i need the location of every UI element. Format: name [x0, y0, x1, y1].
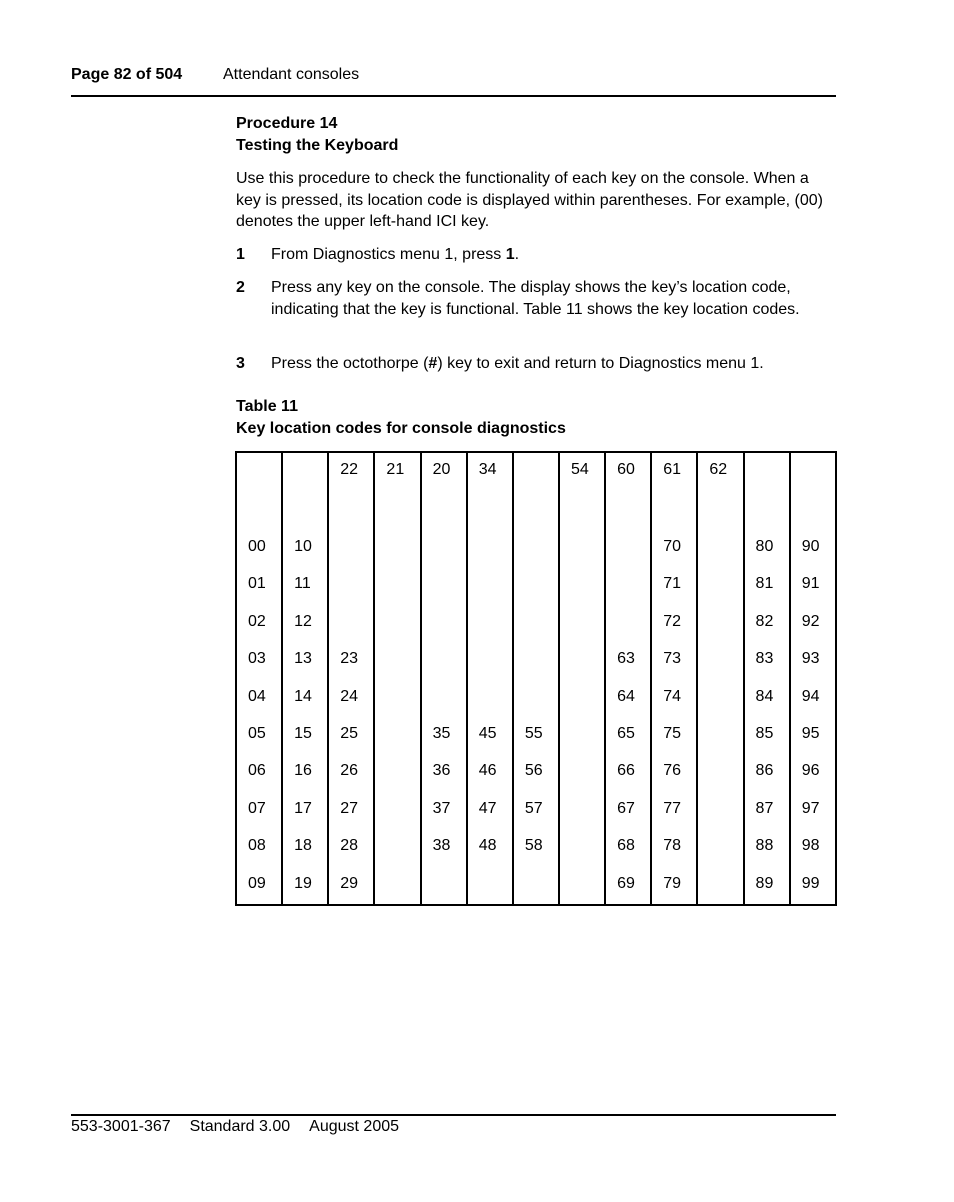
key-code-cell: [605, 530, 651, 567]
footer-rule: [71, 1114, 836, 1116]
key-code-cell: 11: [282, 567, 328, 604]
key-code-cell: 92: [790, 605, 836, 642]
table-row: [236, 567, 836, 604]
table-row: [236, 792, 836, 829]
key-code-cell: [559, 605, 605, 642]
procedure-number: Procedure 14: [236, 115, 338, 132]
key-code-cell: 98: [790, 829, 836, 866]
key-code-cell: [421, 680, 467, 717]
key-code-cell: 09: [236, 867, 282, 905]
key-code-cell: 90: [790, 530, 836, 567]
section-title: Attendant consoles: [223, 66, 360, 83]
key-code-cell: 24: [328, 680, 374, 717]
key-code-cell: 88: [744, 829, 790, 866]
key-code-cell: 25: [328, 717, 374, 754]
table-row: [236, 605, 836, 642]
table-title: Key location codes for console diagnostics: [236, 419, 566, 437]
doc-number: 553-3001-367: [71, 1118, 171, 1135]
key-code-cell: [790, 452, 836, 530]
table-row: [236, 717, 836, 754]
key-code-cell: [374, 829, 420, 866]
key-code-cell: [697, 642, 743, 679]
key-code-cell: [374, 530, 420, 567]
key-code-cell: 20: [421, 452, 467, 530]
key-code-cell: [559, 829, 605, 866]
key-code-cell: [559, 792, 605, 829]
key-code-cell: [559, 567, 605, 604]
step-text: Press the octothorpe (#) key to exit and return to Diagnostics menu 1.: [271, 355, 764, 372]
key-code-cell: 71: [651, 567, 697, 604]
key-code-cell: 91: [790, 567, 836, 604]
key-code-cell: 78: [651, 829, 697, 866]
key-code-cell: [421, 642, 467, 679]
key-code-cell: 56: [513, 754, 559, 791]
key-code-cell: [467, 680, 513, 717]
key-code-cell: 34: [467, 452, 513, 530]
key-code-cell: [559, 642, 605, 679]
key-code-cell: 13: [282, 642, 328, 679]
key-code-cell: 65: [605, 717, 651, 754]
key-code-cell: [421, 867, 467, 905]
key-code-cell: [697, 567, 743, 604]
key-code-cell: 84: [744, 680, 790, 717]
key-code-cell: 87: [744, 792, 790, 829]
key-code-cell: 01: [236, 567, 282, 604]
key-code-cell: 93: [790, 642, 836, 679]
key-code-cell: [605, 567, 651, 604]
key-code-cell: [697, 754, 743, 791]
key-code-cell: [374, 754, 420, 791]
key-code-cell: 61: [651, 452, 697, 530]
key-code-cell: [421, 567, 467, 604]
key-code-cell: [467, 867, 513, 905]
key-code-cell: 82: [744, 605, 790, 642]
publication-date: August 2005: [309, 1118, 400, 1135]
key-code-cell: 97: [790, 792, 836, 829]
key-code-cell: 64: [605, 680, 651, 717]
key-code-cell: [605, 605, 651, 642]
key-code-cell: [513, 452, 559, 530]
page-footer: [71, 1118, 418, 1136]
step-text: Press any key on the console. The display shows the key’s location code, indicating that the key is functional. Table 11 shows the key location codes.: [271, 279, 800, 318]
header-rule: [71, 95, 836, 97]
key-code-cell: [374, 567, 420, 604]
key-code-cell: 80: [744, 530, 790, 567]
key-code-cell: 89: [744, 867, 790, 905]
key-code-cell: 02: [236, 605, 282, 642]
key-code-cell: 55: [513, 717, 559, 754]
key-code-cell: 27: [328, 792, 374, 829]
key-code-cell: 26: [328, 754, 374, 791]
step-number: 1: [236, 246, 245, 263]
key-code-cell: [513, 530, 559, 567]
key-code-cell: 08: [236, 829, 282, 866]
step-number: 3: [236, 355, 245, 372]
key-code-cell: [421, 605, 467, 642]
key-code-cell: [236, 452, 282, 530]
page-header: [71, 66, 360, 84]
key-code-cell: [328, 530, 374, 567]
key-code-cell: 58: [513, 829, 559, 866]
key-location-table: [235, 451, 837, 906]
key-code-cell: [374, 605, 420, 642]
key-code-cell: 73: [651, 642, 697, 679]
key-code-cell: 70: [651, 530, 697, 567]
key-code-cell: [421, 530, 467, 567]
key-code-cell: [282, 452, 328, 530]
key-code-cell: 17: [282, 792, 328, 829]
key-code-cell: [467, 642, 513, 679]
key-code-cell: 81: [744, 567, 790, 604]
key-code-cell: 04: [236, 680, 282, 717]
key-code-cell: [374, 717, 420, 754]
key-code-cell: 35: [421, 717, 467, 754]
key-code-cell: 54: [559, 452, 605, 530]
key-code-cell: [513, 642, 559, 679]
key-code-cell: 37: [421, 792, 467, 829]
key-code-cell: [559, 754, 605, 791]
key-code-cell: 47: [467, 792, 513, 829]
key-code-cell: [513, 680, 559, 717]
key-code-cell: 45: [467, 717, 513, 754]
key-code-cell: 18: [282, 829, 328, 866]
key-code-cell: 60: [605, 452, 651, 530]
key-code-cell: 74: [651, 680, 697, 717]
key-code-cell: 95: [790, 717, 836, 754]
key-code-cell: 21: [374, 452, 420, 530]
step-number: 2: [236, 279, 245, 296]
key-code-cell: [744, 452, 790, 530]
key-code-cell: 14: [282, 680, 328, 717]
key-code-cell: 69: [605, 867, 651, 905]
key-code-cell: 23: [328, 642, 374, 679]
key-code-cell: [374, 642, 420, 679]
key-code-cell: [513, 605, 559, 642]
key-code-cell: [697, 829, 743, 866]
key-code-cell: 19: [282, 867, 328, 905]
key-code-cell: 29: [328, 867, 374, 905]
key-code-cell: [374, 867, 420, 905]
procedure-intro: Use this procedure to check the functionality of each key on the console. When a key is pressed, its location code is displayed within parentheses. For example, (00) denotes the upper left-hand ICI key.: [236, 170, 823, 230]
key-code-cell: [467, 530, 513, 567]
key-code-cell: 63: [605, 642, 651, 679]
key-code-cell: [559, 530, 605, 567]
key-code-cell: [697, 792, 743, 829]
key-code-cell: [513, 567, 559, 604]
table-row: [236, 867, 836, 905]
table-row: [236, 754, 836, 791]
key-code-cell: 28: [328, 829, 374, 866]
key-code-cell: 16: [282, 754, 328, 791]
key-code-cell: 77: [651, 792, 697, 829]
page-number: Page 82 of 504: [71, 66, 183, 83]
key-code-cell: 12: [282, 605, 328, 642]
table-row: [236, 452, 836, 530]
key-code-cell: 79: [651, 867, 697, 905]
key-code-cell: 05: [236, 717, 282, 754]
key-code-cell: 06: [236, 754, 282, 791]
key-code-cell: [697, 867, 743, 905]
key-code-cell: [559, 680, 605, 717]
step-text: From Diagnostics menu 1, press 1.: [271, 246, 520, 263]
key-code-cell: 76: [651, 754, 697, 791]
key-code-cell: 94: [790, 680, 836, 717]
key-code-cell: [467, 567, 513, 604]
key-code-cell: 86: [744, 754, 790, 791]
key-code-cell: 66: [605, 754, 651, 791]
procedure-title: Testing the Keyboard: [236, 137, 399, 154]
table-number: Table 11: [236, 398, 298, 415]
key-code-cell: [697, 605, 743, 642]
key-code-cell: 48: [467, 829, 513, 866]
key-code-cell: 57: [513, 792, 559, 829]
key-code-cell: [374, 792, 420, 829]
key-code-cell: 46: [467, 754, 513, 791]
table-row: [236, 642, 836, 679]
key-code-cell: 22: [328, 452, 374, 530]
key-code-cell: [374, 680, 420, 717]
key-code-cell: [697, 530, 743, 567]
key-code-cell: 62: [697, 452, 743, 530]
key-code-cell: 36: [421, 754, 467, 791]
key-code-cell: [328, 605, 374, 642]
table-row: [236, 680, 836, 717]
key-code-cell: [467, 605, 513, 642]
key-code-cell: 10: [282, 530, 328, 567]
table-row: [236, 829, 836, 866]
key-code-cell: 67: [605, 792, 651, 829]
key-code-cell: [697, 717, 743, 754]
standard-version: Standard 3.00: [189, 1118, 291, 1135]
key-code-cell: [559, 867, 605, 905]
key-code-cell: 96: [790, 754, 836, 791]
key-code-cell: 72: [651, 605, 697, 642]
table-row: [236, 530, 836, 567]
key-code-cell: [697, 680, 743, 717]
key-code-cell: 07: [236, 792, 282, 829]
key-code-cell: [328, 567, 374, 604]
key-code-cell: [513, 867, 559, 905]
key-code-cell: 99: [790, 867, 836, 905]
key-code-cell: 75: [651, 717, 697, 754]
key-code-cell: 15: [282, 717, 328, 754]
key-code-cell: 00: [236, 530, 282, 567]
table-caption: [236, 396, 566, 439]
procedure-heading: [236, 113, 398, 157]
key-code-cell: 03: [236, 642, 282, 679]
key-code-cell: 85: [744, 717, 790, 754]
key-code-cell: 38: [421, 829, 467, 866]
key-code-cell: [559, 717, 605, 754]
key-code-cell: 68: [605, 829, 651, 866]
key-code-cell: 83: [744, 642, 790, 679]
